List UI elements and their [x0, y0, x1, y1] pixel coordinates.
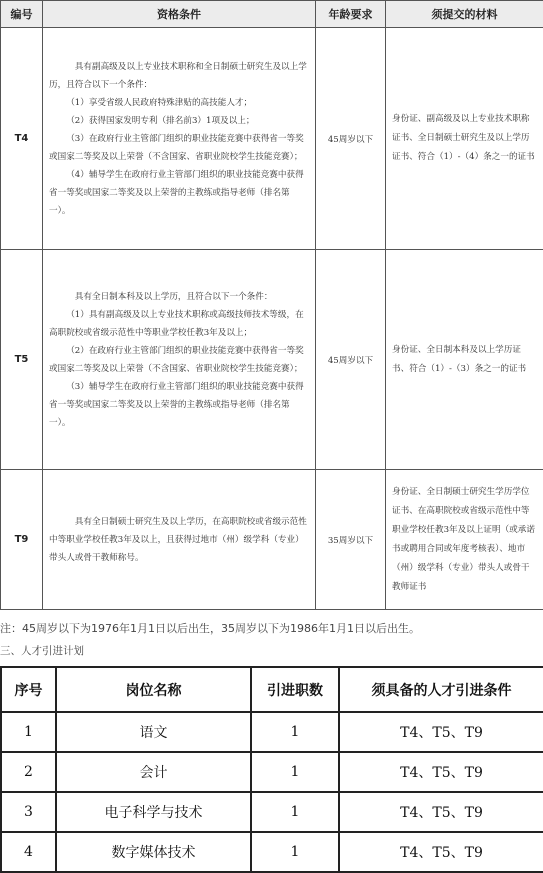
row-code: T9 [1, 470, 43, 610]
table-row [1, 832, 543, 872]
condition-text: （2）获得国家发明专利（排名前3）1项及以上； [49, 112, 309, 130]
cell-number: 3 [1, 792, 56, 832]
header-count: 引进职数 [251, 667, 339, 712]
row-age: 35周岁以下 [316, 470, 386, 610]
qualification-row-t9 [1, 470, 543, 610]
qualification-row-t4 [1, 28, 543, 250]
condition-text: 具有全日制本科及以上学历，且符合以下一个条件： [49, 288, 309, 306]
header-materials: 须提交的材料 [386, 1, 543, 28]
condition-text: （1）享受省级人民政府特殊津贴的高技能人才； [49, 94, 309, 112]
cell-requirements: T4、T5、T9 [339, 712, 543, 752]
table-row [1, 712, 543, 752]
cell-count: 1 [251, 752, 339, 792]
cell-number: 1 [1, 712, 56, 752]
plan-header-row [1, 667, 543, 712]
condition-text: （2）在政府行业主管部门组织的职业技能竞赛中获得省一等奖或国家二等奖及以上荣誉（不含国家、省职业院校学生技能竞赛）； [49, 342, 309, 378]
condition-text: （3）在政府行业主管部门组织的职业技能竞赛中获得省一等奖或国家二等奖及以上荣誉（不含国家、省职业院校学生技能竞赛）； [49, 130, 309, 166]
cell-post: 电子科学与技术 [56, 792, 251, 832]
cell-post: 数字媒体技术 [56, 832, 251, 872]
cell-requirements: T4、T5、T9 [339, 832, 543, 872]
row-conditions [43, 470, 316, 610]
row-materials: 身份证、副高级及以上专业技术职称证书、全日制硕士研究生及以上学历证书、符合（1）-（4）条之一的证书 [386, 28, 543, 250]
header-requirements: 须具备的人才引进条件 [339, 667, 543, 712]
header-code: 编号 [1, 1, 43, 28]
cell-count: 1 [251, 712, 339, 752]
header-post: 岗位名称 [56, 667, 251, 712]
row-age: 45周岁以下 [316, 250, 386, 470]
condition-text: （4）辅导学生在政府行业主管部门组织的职业技能竞赛中获得省一等奖或国家二等奖及以上荣誉的主教练或指导老师（排名第一）。 [49, 166, 309, 220]
row-materials: 身份证、全日制硕士研究生学历学位证书、在高职院校或省级示范性中等职业学校任教3年及以上证明（或承诺书或聘用合同或年度考核表）、地市（州）级学科（专业）带头人或骨干教师证书 [386, 470, 543, 610]
cell-post: 语文 [56, 712, 251, 752]
age-note: 注：45周岁以下为1976年1月1日以后出生，35周岁以下为1986年1月1日以后出生。 [0, 620, 543, 636]
cell-post: 会计 [56, 752, 251, 792]
row-code: T5 [1, 250, 43, 470]
row-conditions [43, 250, 316, 470]
cell-number: 4 [1, 832, 56, 872]
header-age: 年龄要求 [316, 1, 386, 28]
row-age: 45周岁以下 [316, 28, 386, 250]
row-conditions [43, 28, 316, 250]
row-materials: 身份证、全日制本科及以上学历证书、符合（1）-（3）条之一的证书 [386, 250, 543, 470]
recruitment-plan-table [0, 666, 543, 873]
header-number: 序号 [1, 667, 56, 712]
condition-text: 具有副高级及以上专业技术职称和全日制硕士研究生及以上学历，且符合以下一个条件： [49, 58, 309, 94]
condition-text: （1）具有副高级及以上专业技术职称或高级技师技术等级，在高职院校或省级示范性中等职业学校任教3年及以上； [49, 306, 309, 342]
table-row [1, 792, 543, 832]
header-conditions: 资格条件 [43, 1, 316, 28]
condition-text: （3）辅导学生在政府行业主管部门组织的职业技能竞赛中获得省一等奖或国家二等奖及以上荣誉的主教练或指导老师（排名第一）。 [49, 378, 309, 432]
cell-requirements: T4、T5、T9 [339, 752, 543, 792]
section-title: 三、人才引进计划 [0, 643, 84, 658]
cell-requirements: T4、T5、T9 [339, 792, 543, 832]
qualification-header-row [1, 1, 543, 28]
cell-count: 1 [251, 832, 339, 872]
cell-count: 1 [251, 792, 339, 832]
row-code: T4 [1, 28, 43, 250]
condition-text: 具有全日制硕士研究生及以上学历，在高职院校或省级示范性中等职业学校任教3年及以上，且获得过地市（州）级学科（专业）带头人或骨干教师称号。 [49, 513, 309, 567]
table-row [1, 752, 543, 792]
cell-number: 2 [1, 752, 56, 792]
qualification-row-t5 [1, 250, 543, 470]
